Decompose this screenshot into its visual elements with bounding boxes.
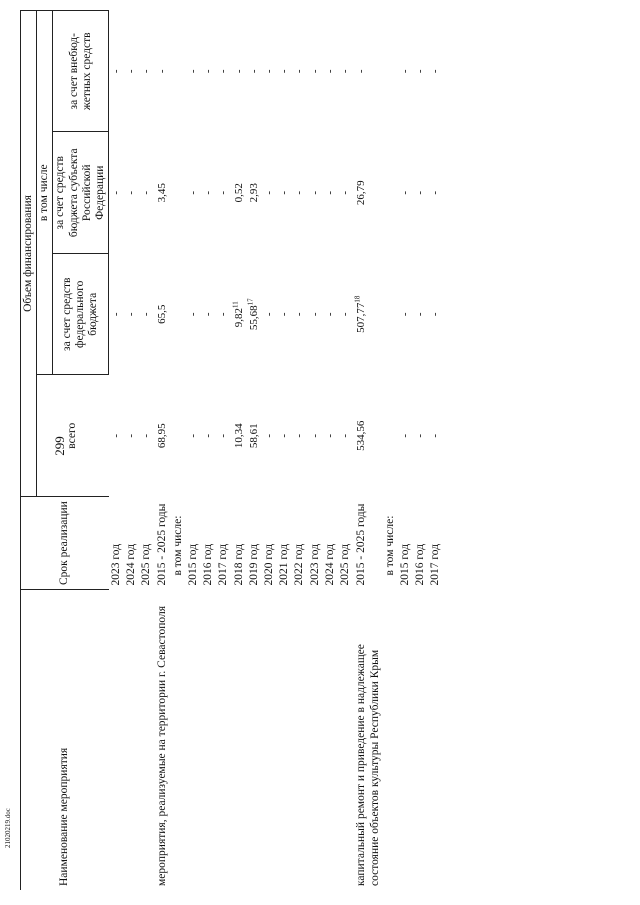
row-term <box>308 497 323 590</box>
row-total-value: - <box>109 433 122 438</box>
row-extra-value: - <box>156 69 169 74</box>
row-regional <box>383 132 398 254</box>
row-total <box>232 375 247 497</box>
header-federal: за счет средств федерального бюджета <box>53 254 109 376</box>
row-regional <box>232 132 247 254</box>
row-term <box>216 497 231 590</box>
row-federal <box>201 254 216 376</box>
row-total <box>383 375 398 497</box>
row-extra <box>338 11 353 133</box>
row-regional-value: - <box>414 190 427 195</box>
table-body <box>109 11 444 891</box>
row-extra-value: - <box>398 69 411 74</box>
row-regional-value: - <box>263 190 275 195</box>
table-row <box>124 11 139 891</box>
row-total <box>139 375 154 497</box>
row-federal-value: - <box>217 312 230 317</box>
row-extra <box>216 11 231 133</box>
row-regional-value: 26,79 <box>355 180 368 206</box>
row-term <box>383 497 398 590</box>
row-regional <box>398 132 413 254</box>
row-term <box>338 497 353 590</box>
row-extra-value: - <box>355 69 368 74</box>
row-total <box>201 375 216 497</box>
row-extra <box>383 11 398 133</box>
row-federal-value: - <box>202 312 215 317</box>
row-term-value: 2015 - 2025 годы <box>355 503 368 586</box>
row-extra <box>139 11 154 133</box>
row-total <box>428 375 443 497</box>
table-row <box>277 11 292 891</box>
row-federal-value: - <box>186 312 199 317</box>
row-federal <box>262 254 277 376</box>
row-term-value: 2020 год <box>263 543 275 586</box>
row-total <box>338 375 353 497</box>
row-federal <box>124 254 139 376</box>
row-name <box>353 590 382 891</box>
footnote-ref: 11 <box>230 301 239 308</box>
table-row <box>247 11 262 891</box>
row-term-value: 2025 год <box>140 543 153 586</box>
row-name <box>186 590 201 891</box>
table-row <box>109 11 124 891</box>
row-name <box>277 590 292 891</box>
row-federal-value: - <box>398 312 411 317</box>
row-total <box>308 375 323 497</box>
row-extra-value: - <box>110 69 123 74</box>
header-name: Наименование мероприятия <box>21 590 109 891</box>
row-extra <box>353 11 382 133</box>
row-federal <box>428 254 443 376</box>
row-total-value: 10,34 <box>232 423 245 449</box>
table-row <box>308 11 323 891</box>
row-total-value: - <box>278 433 291 438</box>
row-term <box>124 497 139 590</box>
row-name <box>154 590 170 891</box>
row-federal-value: - <box>339 312 352 317</box>
row-total <box>353 375 382 497</box>
row-extra-value: - <box>278 69 291 74</box>
row-name-value: капитальный ремонт и приведение в надлежащее состояние объектов культуры Республики Крым <box>355 644 381 886</box>
row-total-value: - <box>429 433 442 438</box>
row-federal-value: - <box>125 312 138 317</box>
row-term <box>277 497 292 590</box>
row-term-value: 2023 год <box>109 543 122 586</box>
row-term <box>186 497 201 590</box>
row-regional <box>186 132 201 254</box>
row-term-value: 2015 год <box>398 543 411 586</box>
row-name <box>413 590 428 891</box>
row-term-value: 2015 - 2025 годы <box>156 503 169 586</box>
row-extra-value: - <box>263 69 275 74</box>
row-federal-value: 65,5 <box>156 304 169 324</box>
financing-table <box>20 10 444 890</box>
row-regional <box>262 132 277 254</box>
row-name <box>247 590 262 891</box>
row-term-value: 2021 год <box>278 543 291 586</box>
row-term <box>139 497 154 590</box>
row-extra <box>232 11 247 133</box>
row-total-value: - <box>186 433 199 438</box>
row-federal-value: - <box>278 312 291 317</box>
row-federal <box>247 254 262 376</box>
row-federal <box>323 254 338 376</box>
row-name <box>124 590 139 891</box>
row-regional <box>216 132 231 254</box>
row-total <box>109 375 124 497</box>
row-extra-value: - <box>232 69 245 74</box>
row-total-value: 68,95 <box>156 423 169 449</box>
row-total <box>292 375 307 497</box>
row-extra <box>124 11 139 133</box>
footnote-ref: 17 <box>246 298 255 306</box>
row-extra <box>323 11 338 133</box>
row-name <box>428 590 443 891</box>
row-federal <box>413 254 428 376</box>
row-federal-value: 507,77 <box>355 302 368 333</box>
row-total-value: - <box>140 433 153 438</box>
row-extra <box>428 11 443 133</box>
row-federal-value: 9,82 <box>232 308 245 328</box>
row-extra <box>201 11 216 133</box>
row-extra <box>171 11 186 133</box>
row-federal <box>109 254 124 376</box>
row-federal <box>216 254 231 376</box>
table-row <box>201 11 216 891</box>
row-total-value: - <box>263 433 275 438</box>
row-term-value: 2015 год <box>186 543 199 586</box>
row-extra-value: - <box>186 69 199 74</box>
row-federal <box>232 254 247 376</box>
row-name <box>262 590 277 891</box>
row-extra <box>398 11 413 133</box>
row-regional <box>323 132 338 254</box>
row-term-value: 2019 год <box>247 543 260 586</box>
table-row <box>353 11 382 891</box>
row-total <box>216 375 231 497</box>
row-total-value: - <box>308 433 321 438</box>
row-extra-value: - <box>247 69 260 74</box>
row-name <box>109 590 124 891</box>
row-term <box>247 497 262 590</box>
row-total-value: 534,56 <box>355 420 368 451</box>
row-total <box>323 375 338 497</box>
row-total-value: - <box>293 433 306 438</box>
row-regional <box>124 132 139 254</box>
row-term-value: 2016 год <box>202 543 215 586</box>
row-federal <box>154 254 170 376</box>
row-total-value: - <box>414 433 427 438</box>
row-total-value: 58,61 <box>247 423 260 449</box>
row-regional-value: - <box>308 190 321 195</box>
table-row <box>171 11 186 891</box>
header-regional: за счет средств бюджета субъекта Российской Федерации <box>53 132 109 254</box>
page-number: 299 <box>52 436 67 456</box>
row-extra-value: - <box>429 69 442 74</box>
row-term <box>154 497 170 590</box>
row-extra <box>277 11 292 133</box>
header-extra: за счет внебюд-жетных средств <box>53 11 109 133</box>
row-regional-value: - <box>278 190 291 195</box>
row-total <box>154 375 170 497</box>
row-regional-value: - <box>202 190 215 195</box>
row-name <box>292 590 307 891</box>
row-federal <box>277 254 292 376</box>
row-federal-value: - <box>293 312 306 317</box>
row-total-value: - <box>339 433 352 438</box>
row-regional-value: - <box>293 190 306 195</box>
row-name <box>383 590 398 891</box>
row-extra <box>262 11 277 133</box>
row-term <box>323 497 338 590</box>
row-name <box>232 590 247 891</box>
row-federal-value: - <box>140 312 153 317</box>
row-extra <box>109 11 124 133</box>
row-extra-value: - <box>414 69 427 74</box>
row-federal-value: - <box>323 312 336 317</box>
table-row <box>383 11 398 891</box>
row-term-value: 2023 год <box>308 543 321 586</box>
row-term <box>201 497 216 590</box>
table-row <box>428 11 443 891</box>
table-row <box>139 11 154 891</box>
row-total-value: - <box>202 433 215 438</box>
row-extra <box>154 11 170 133</box>
row-term-value: в том числе: <box>171 515 184 576</box>
table-row <box>413 11 428 891</box>
row-federal <box>186 254 201 376</box>
row-regional <box>308 132 323 254</box>
row-name <box>308 590 323 891</box>
row-extra-value: - <box>308 69 321 74</box>
row-total-value: - <box>125 433 138 438</box>
row-extra-value: - <box>293 69 306 74</box>
row-federal <box>338 254 353 376</box>
row-federal-value: - <box>110 312 123 317</box>
row-name <box>338 590 353 891</box>
row-regional-value: - <box>339 190 352 195</box>
row-regional-value: - <box>398 190 411 195</box>
rotated-table-sheet <box>20 10 620 890</box>
row-name-value: мероприятия, реализуемые на территории г. Севастополя <box>156 606 169 886</box>
row-regional <box>171 132 186 254</box>
row-federal-value: - <box>308 312 321 317</box>
row-term-value: в том числе: <box>383 515 396 576</box>
row-federal-value: 55,68 <box>247 305 260 331</box>
row-total <box>262 375 277 497</box>
row-extra-value: - <box>140 69 153 74</box>
row-term-value: 2024 год <box>125 543 138 586</box>
row-extra <box>308 11 323 133</box>
row-term-value: 2017 год <box>429 543 442 586</box>
row-term <box>398 497 413 590</box>
row-extra <box>413 11 428 133</box>
row-term <box>292 497 307 590</box>
row-total <box>124 375 139 497</box>
row-regional-value: 0,52 <box>232 183 245 203</box>
row-regional-value: - <box>186 190 199 195</box>
row-regional <box>277 132 292 254</box>
table-row <box>398 11 413 891</box>
row-term <box>232 497 247 590</box>
row-term-value: 2022 год <box>293 543 306 586</box>
row-total <box>398 375 413 497</box>
header-in-that-number: в том числе <box>37 11 53 376</box>
row-extra <box>186 11 201 133</box>
header-total: всего <box>37 375 109 497</box>
row-extra-value: - <box>202 69 215 74</box>
table-row <box>292 11 307 891</box>
row-name <box>323 590 338 891</box>
row-term <box>171 497 186 590</box>
row-regional-value: - <box>429 190 442 195</box>
row-term-value: 2016 год <box>414 543 427 586</box>
row-federal <box>398 254 413 376</box>
row-federal <box>308 254 323 376</box>
row-total-value: - <box>398 433 411 438</box>
row-term-value: 2018 год <box>232 543 245 586</box>
row-name <box>398 590 413 891</box>
row-regional-value: - <box>140 190 153 195</box>
row-regional <box>139 132 154 254</box>
row-regional <box>201 132 216 254</box>
row-regional <box>338 132 353 254</box>
row-total <box>413 375 428 497</box>
row-regional <box>353 132 382 254</box>
row-total <box>247 375 262 497</box>
row-extra-value: - <box>217 69 230 74</box>
row-total-value: - <box>323 433 336 438</box>
row-regional <box>154 132 170 254</box>
row-total-value: - <box>217 433 230 438</box>
row-total <box>277 375 292 497</box>
row-regional <box>247 132 262 254</box>
row-federal <box>139 254 154 376</box>
row-regional-value: 2,93 <box>247 183 260 203</box>
table-row <box>338 11 353 891</box>
table-row <box>262 11 277 891</box>
row-term-value: 2024 год <box>323 543 336 586</box>
row-name <box>171 590 186 891</box>
footer-doc-code: 21020219.doc <box>4 808 12 848</box>
row-regional-value: - <box>110 190 123 195</box>
table-row <box>323 11 338 891</box>
row-regional-value: 3,45 <box>156 183 169 203</box>
row-term <box>413 497 428 590</box>
row-term-value: 2025 год <box>339 543 352 586</box>
table-row <box>154 11 170 891</box>
row-extra <box>292 11 307 133</box>
row-name <box>201 590 216 891</box>
row-regional <box>292 132 307 254</box>
row-term <box>353 497 382 590</box>
row-regional <box>413 132 428 254</box>
row-extra <box>247 11 262 133</box>
row-extra-value: - <box>125 69 138 74</box>
row-total <box>171 375 186 497</box>
row-term <box>428 497 443 590</box>
row-regional <box>109 132 124 254</box>
row-regional <box>428 132 443 254</box>
row-total <box>186 375 201 497</box>
table-row <box>186 11 201 891</box>
header-term: Срок реализации <box>21 497 109 590</box>
table-row <box>216 11 231 891</box>
row-term <box>262 497 277 590</box>
row-extra-value: - <box>339 69 352 74</box>
row-federal-value: - <box>263 312 275 317</box>
table-row <box>232 11 247 891</box>
row-federal <box>292 254 307 376</box>
row-regional-value: - <box>323 190 336 195</box>
row-name <box>139 590 154 891</box>
row-federal <box>171 254 186 376</box>
row-regional-value: - <box>217 190 230 195</box>
row-term-value: 2017 год <box>217 543 230 586</box>
row-federal-value: - <box>429 312 442 317</box>
footnote-ref: 18 <box>353 295 362 303</box>
row-name <box>216 590 231 891</box>
row-regional-value: - <box>125 190 138 195</box>
table-header <box>21 11 109 891</box>
row-federal-value: - <box>414 312 427 317</box>
header-financing: Объем финансирования <box>21 11 37 497</box>
row-term <box>109 497 124 590</box>
row-extra-value: - <box>323 69 336 74</box>
row-federal <box>353 254 382 376</box>
row-federal <box>383 254 398 376</box>
